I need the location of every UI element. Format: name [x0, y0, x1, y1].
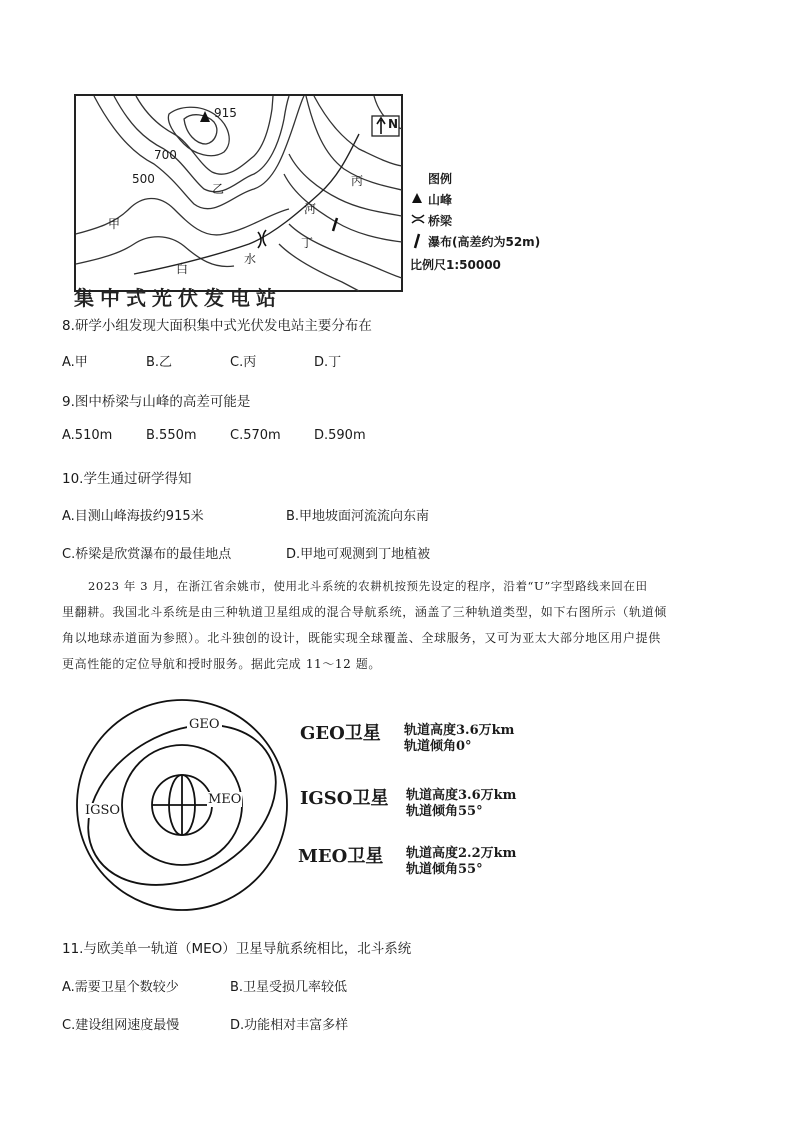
satellite-info-meo: [298, 842, 548, 887]
cut-off-caption: 集中式光伏发电站: [74, 286, 282, 310]
map-legend: [410, 170, 560, 285]
contour-map-svg: [74, 94, 404, 294]
legend-waterfall: 瀑布(高差约为52m): [428, 235, 541, 249]
q8-option-c[interactable]: C.丙: [230, 355, 257, 370]
igso-inclination: 轨道倾角55°: [406, 804, 483, 819]
geo-orbit-label: GEO: [189, 717, 220, 732]
location-jia: 甲: [108, 217, 121, 231]
topographic-map: [74, 94, 404, 294]
passage: [62, 573, 734, 677]
passage-line-4: 更高性能的定位导航和授时服务。据此完成 11～12 题。: [62, 657, 381, 671]
q9-option-b[interactable]: B.550m: [146, 428, 197, 443]
q8-option-b[interactable]: B.乙: [146, 355, 173, 370]
geo-name: GEO卫星: [300, 723, 381, 744]
q11-option-a[interactable]: A.需要卫星个数较少: [62, 980, 179, 995]
peak-elevation-label: 915: [214, 106, 237, 120]
river-label-bai: 白: [176, 262, 189, 276]
q11-stem: 11.与欧美单一轨道（MEO）卫星导航系统相比，北斗系统: [62, 941, 412, 957]
river-label-shui: 水: [244, 252, 257, 266]
q8-stem: 8.研学小组发现大面积集中式光伏发电站主要分布在: [62, 318, 372, 334]
igso-orbit-label: IGSO: [85, 803, 121, 818]
bridge-icon: [410, 212, 426, 226]
q10-option-d[interactable]: D.甲地可观测到丁地植被: [286, 547, 431, 562]
location-bing: 丙: [351, 174, 364, 188]
passage-line-2: 里翻耕。我国北斗系统是由三种轨道卫星组成的混合导航系统，涵盖了三种轨道类型，如下右图所示（轨道倾: [62, 605, 667, 619]
q9-option-c[interactable]: C.570m: [230, 428, 281, 443]
river-label-he: 河: [304, 202, 317, 216]
legend-scale: 比例尺1:50000: [410, 258, 501, 272]
peak-icon: [410, 191, 424, 205]
waterfall-icon: [410, 232, 424, 250]
meo-inclination: 轨道倾角55°: [406, 862, 483, 877]
q10-option-b[interactable]: B.甲地坡面河流流向东南: [286, 509, 430, 524]
location-yi: 乙: [212, 182, 225, 196]
orbit-diagram: [62, 693, 302, 918]
q10-option-a[interactable]: A.目测山峰海拔约915米: [62, 509, 204, 524]
contour-label-700: 700: [154, 148, 177, 162]
passage-line-1: 2023 年 3 月，在浙江省余姚市，使用北斗系统的农耕机按预先设定的程序，沿着“U”字型路线来回在田: [88, 579, 648, 593]
q10-stem: 10.学生通过研学得知: [62, 471, 192, 487]
legend-peak: 山峰: [428, 193, 453, 207]
north-label: N: [388, 117, 399, 131]
q11-option-c[interactable]: C.建设组网速度最慢: [62, 1018, 180, 1033]
passage-line-3: 角以地球赤道面为参照）。北斗独创的设计，既能实现全球覆盖、全球服务，又可为亚太大部分地区用户提供: [62, 631, 661, 645]
geo-inclination: 轨道倾角0°: [404, 739, 472, 754]
q9-stem: 9.图中桥梁与山峰的高差可能是: [62, 394, 251, 410]
igso-height: 轨道高度3.6万km: [406, 788, 517, 803]
satellite-info-igso: [300, 784, 550, 829]
location-ding: 丁: [301, 236, 314, 250]
q9-option-a[interactable]: A.510m: [62, 428, 113, 443]
legend-title: 图例: [428, 172, 453, 186]
q11-option-d[interactable]: D.功能相对丰富多样: [230, 1018, 349, 1033]
q11-option-b[interactable]: B.卫星受损几率较低: [230, 980, 348, 995]
q8-option-d[interactable]: D.丁: [314, 355, 342, 370]
igso-name: IGSO卫星: [300, 788, 389, 809]
meo-height: 轨道高度2.2万km: [406, 846, 517, 861]
contour-label-500: 500: [132, 172, 155, 186]
q9-option-d[interactable]: D.590m: [314, 428, 366, 443]
geo-height: 轨道高度3.6万km: [404, 723, 515, 738]
meo-orbit-label: MEO: [208, 792, 242, 807]
meo-name: MEO卫星: [298, 846, 384, 867]
satellite-info-geo: [300, 719, 550, 764]
legend-bridge: 桥梁: [428, 214, 453, 228]
q8-option-a[interactable]: A.甲: [62, 355, 88, 370]
q10-option-c[interactable]: C.桥梁是欣赏瀑布的最佳地点: [62, 547, 232, 562]
